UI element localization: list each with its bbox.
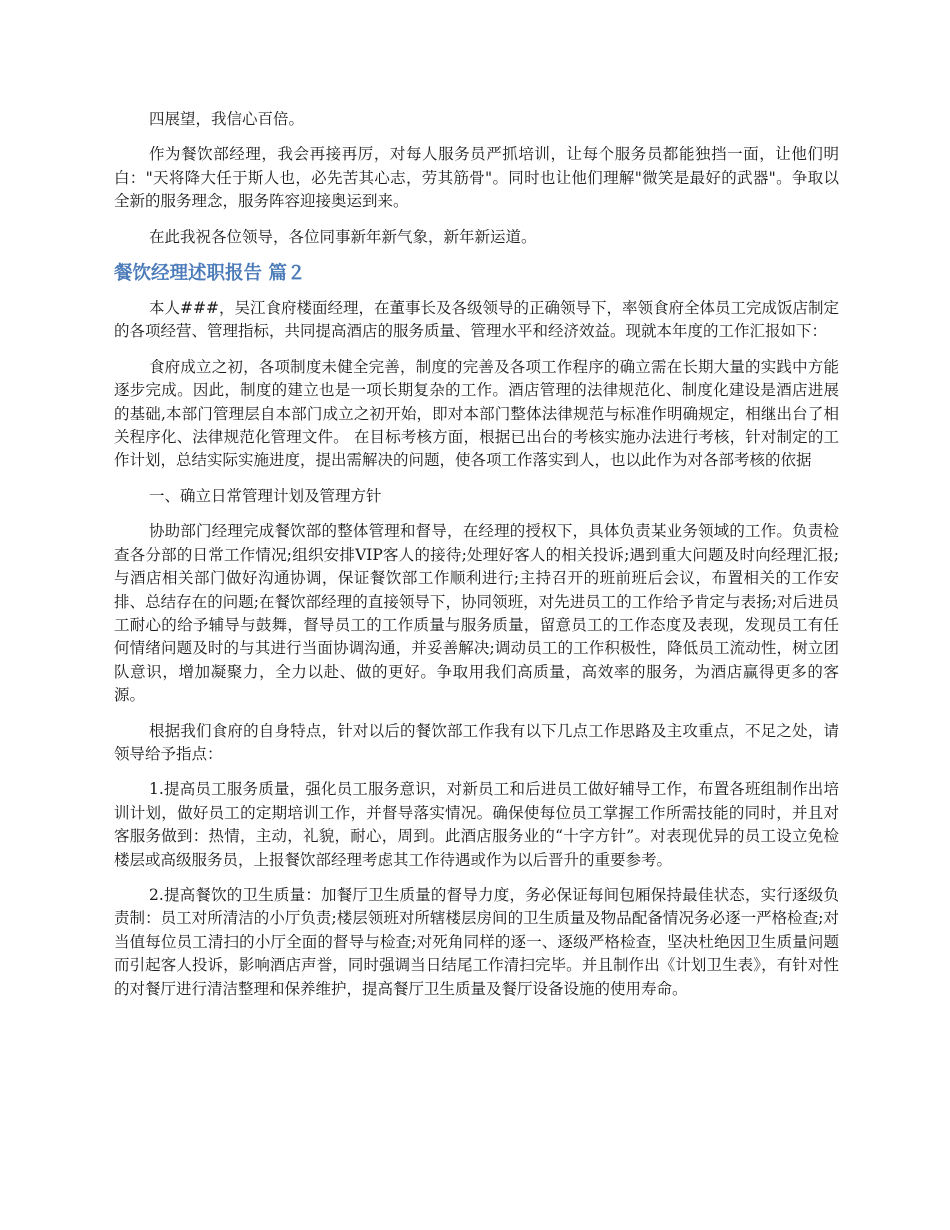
section-heading: 餐饮经理述职报告 篇２ — [114, 263, 306, 285]
paragraph: 四展望，我信心百倍。 — [149, 110, 305, 128]
paragraph: 在此我祝各位领导，各位同事新年新气象，新年新运道。 — [149, 227, 537, 246]
paragraph: 根据我们食府的自身特点，针对以后的餐饮部工作我有以下几点工作思路及主攻重点，不足之处，请领导给予指点： — [114, 721, 839, 763]
document-page — [114, 108, 839, 1013]
paragraph: 协助部门经理完成餐饮部的整体管理和督导，在经理的授权下，具体负责某业务领域的工作。负责检查各分部的日常工作情况;组织安排VIP客人的接待;处理好客人的相关投诉;遇到重大问题及时向经理汇报;与酒店相关部门做好沟通协调，保证餐饮部工作顺利进行;主持召开的班前班后会议，布置相关的工作安排、总结存在的问题;在餐饮部经理的直接领导下，协同领班，对先进员工的工作给予肯定与表扬;对后进员工耐心的给予辅导与鼓舞，督导员工的工作质量与服务质量，留意员工的工作态度及表现，发现员工有任何情绪问题及时的与其进行当面协调沟通，并妥善解决;调动员工的工作积极性，降低员工流动性，树立团队意识，增加凝聚力，全力以赴、做的更好。争取用我们高质量，高效率的服务，为酒店赢得更多的客源。 — [114, 522, 839, 705]
subsection-title: 一、确立日常管理计划及管理方针 — [149, 486, 382, 505]
paragraph: 作为餐饮部经理，我会再接再厉，对每人服务员严抓培训，让每个服务员都能独挡一面，让他们明白："天将降大任于斯人也，必先苦其心志，劳其筋骨"。同时也让他们理解"微笑是最好的武器"。争取以全新的服务理念，服务阵容迎接奥运到来。 — [114, 145, 839, 211]
list-item-paragraph: 1.提高员工服务质量，强化员工服务意识，对新员工和后进员工做好辅导工作，布置各班组制作出培训计划，做好员工的定期培训工作，并督导落实情况。确保使每位员工掌握工作所需技能的同时，并且对客服务做到：热情，主动，礼貌，耐心，周到。此酒店服务业的“十字方针”。对表现优异的员工设立免检楼层或高级服务员，上报餐饮部经理考虑其工作待遇或作为以后晋升的重要参考。 — [114, 780, 839, 869]
paragraph: 食府成立之初，各项制度未健全完善，制度的完善及各项工作程序的确立需在长期大量的实践中方能逐步完成。因此，制度的建立也是一项长期复杂的工作。酒店管理的法律规范化、制度化建设是酒店进展的基础,本部门管理层自本部门成立之初开始，即对本部门整体法律规范与标准作明确规定，相继出台了相关程序化、法律规范化管理文件。 在目标考核方面，根据已出台的考核实施办法进行考核，针对制定的工作计划，总结实际实施进度，提出需解决的问题，使各项工作落实到人，也以此作为对各部考核的依据 — [114, 357, 839, 470]
paragraph: 本人###，吴江食府楼面经理，在董事长及各级领导的正确领导下，率领食府全体员工完成饭店制定的各项经营、管理指标，共同提高酒店的服务质量、管理水平和经济效益。现就本年度的工作汇报如下： — [114, 299, 839, 341]
list-item-paragraph: 2.提高餐饮的卫生质量：加餐厅卫生质量的督导力度，务必保证每间包厢保持最佳状态，实行逐级负责制：员工对所清洁的小厅负责;楼层领班对所辖楼层房间的卫生质量及物品配备情况务必逐一严格检查;对当值每位员工清扫的小厅全面的督导与检查;对死角同样的逐一、逐级严格检查，坚决杜绝因卫生质量问题而引起客人投诉，影响酒店声誉，同时强调当日结尾工作清扫完毕。并且制作出《计划卫生表》，有针对性的对餐厅进行清洁整理和保养维护，提高餐厅卫生质量及餐厅设备设施的使用寿命。 — [114, 885, 839, 998]
